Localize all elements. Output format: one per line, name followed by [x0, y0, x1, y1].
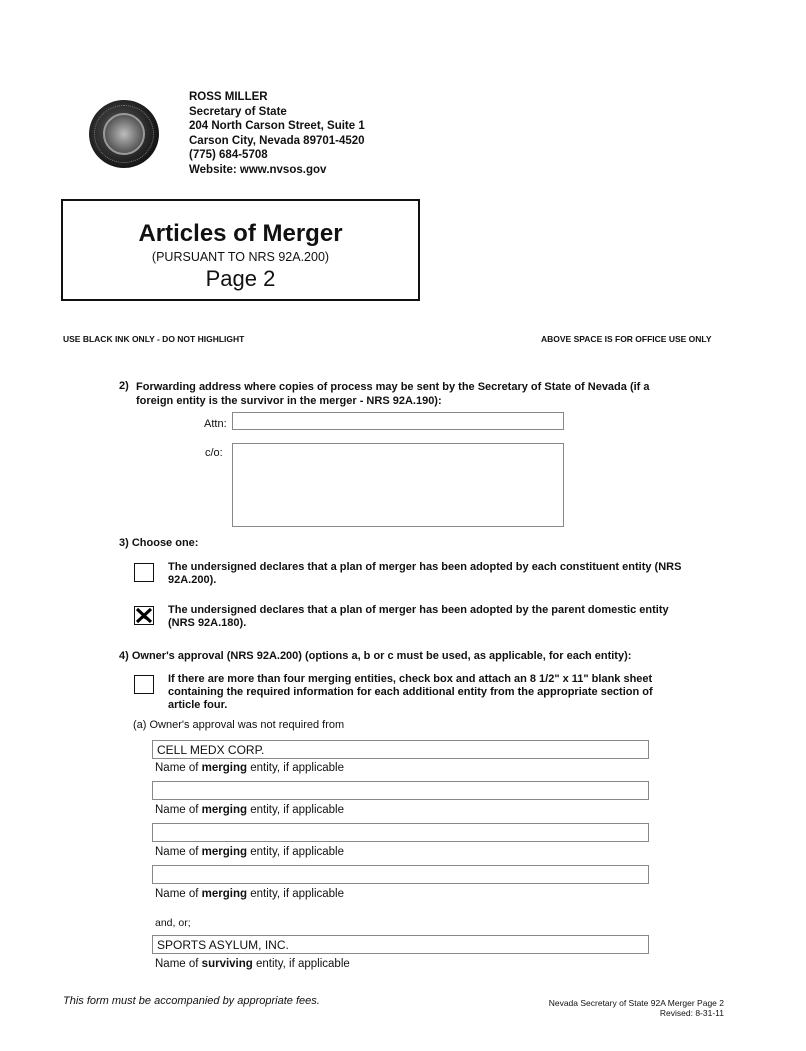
ink-instruction: USE BLACK INK ONLY - DO NOT HIGHLIGHT — [63, 334, 245, 344]
form-subtitle: (PURSUANT TO NRS 92A.200) — [151, 250, 330, 264]
office-city: Carson City, Nevada 89701-4520 — [189, 134, 365, 147]
option-parent-entity-checkbox[interactable] — [134, 606, 154, 625]
section-4-heading: 4) Owner's approval (NRS 92A.200) (options a, b or c must be used, as applicable, for each entity): — [119, 650, 632, 662]
office-phone: (775) 684-5708 — [189, 149, 268, 161]
section-2-number: 2) — [119, 380, 129, 392]
nevada-state-seal-icon — [89, 100, 159, 168]
option-parent-entity-text: The undersigned declares that a plan of merger has been adopted by the parent domestic entity (NRS 92A.180). — [168, 604, 669, 629]
merging-entity-4-label: Name of merging entity, if applicable — [155, 888, 344, 900]
option-each-entity-checkbox[interactable] — [134, 563, 154, 582]
additional-entities-text: If there are more than four merging entities, check box and attach an 8 1/2" x 11" blank sheet containing the required information for each additional entity from the appropriate section of article four. — [168, 673, 653, 711]
office-street: 204 North Carson Street, Suite 1 — [189, 120, 365, 132]
merging-entity-4-field[interactable] — [152, 865, 649, 884]
official-name: ROSS MILLER — [189, 91, 268, 103]
attn-field[interactable] — [232, 412, 564, 430]
checkmark-x-icon — [135, 607, 153, 624]
merging-entity-3-field[interactable] — [152, 823, 649, 842]
form-title-box — [61, 199, 420, 301]
merging-entity-1-field[interactable]: CELL MEDX CORP. — [152, 740, 649, 759]
office-website: Website: www.nvsos.gov — [189, 163, 327, 176]
revision-date: Revised: 8-31-11 — [659, 1008, 724, 1018]
form-revision-info — [549, 998, 724, 1018]
co-address-field[interactable] — [232, 443, 564, 527]
merging-entity-2-label: Name of merging entity, if applicable — [155, 804, 344, 816]
surviving-entity-label: Name of surviving entity, if applicable — [155, 958, 350, 970]
merging-entity-2-field[interactable] — [152, 781, 649, 800]
office-use-note: ABOVE SPACE IS FOR OFFICE USE ONLY — [541, 334, 712, 344]
form-page-number: Page 2 — [205, 266, 276, 291]
and-or-text: and, or; — [155, 917, 191, 929]
form-title: Articles of Merger — [138, 220, 343, 247]
additional-entities-checkbox[interactable] — [134, 675, 154, 694]
secretary-of-state-block — [189, 90, 365, 177]
section-3-heading: 3) Choose one: — [119, 537, 199, 549]
official-title: Secretary of State — [189, 105, 287, 118]
merging-entity-3-label: Name of merging entity, if applicable — [155, 846, 344, 858]
surviving-entity-field[interactable]: SPORTS ASYLUM, INC. — [152, 935, 649, 954]
section-2-heading: Forwarding address where copies of process may be sent by the Secretary of State of Nevada (if a foreign entity is the survivor in the merger - NRS 92A.190): — [136, 381, 650, 407]
co-label: c/o: — [205, 447, 223, 459]
seal-center — [103, 113, 145, 155]
section-4a-heading: (a) Owner's approval was not required from — [133, 719, 345, 731]
fees-note: This form must be accompanied by appropriate fees. — [63, 995, 320, 1007]
merging-entity-1-label: Name of merging entity, if applicable — [155, 762, 344, 774]
option-each-entity-text: The undersigned declares that a plan of merger has been adopted by each constituent entity (NRS 92A.200). — [168, 561, 682, 586]
form-id: Nevada Secretary of State 92A Merger Page 2 — [548, 998, 724, 1008]
attn-label: Attn: — [204, 418, 227, 430]
